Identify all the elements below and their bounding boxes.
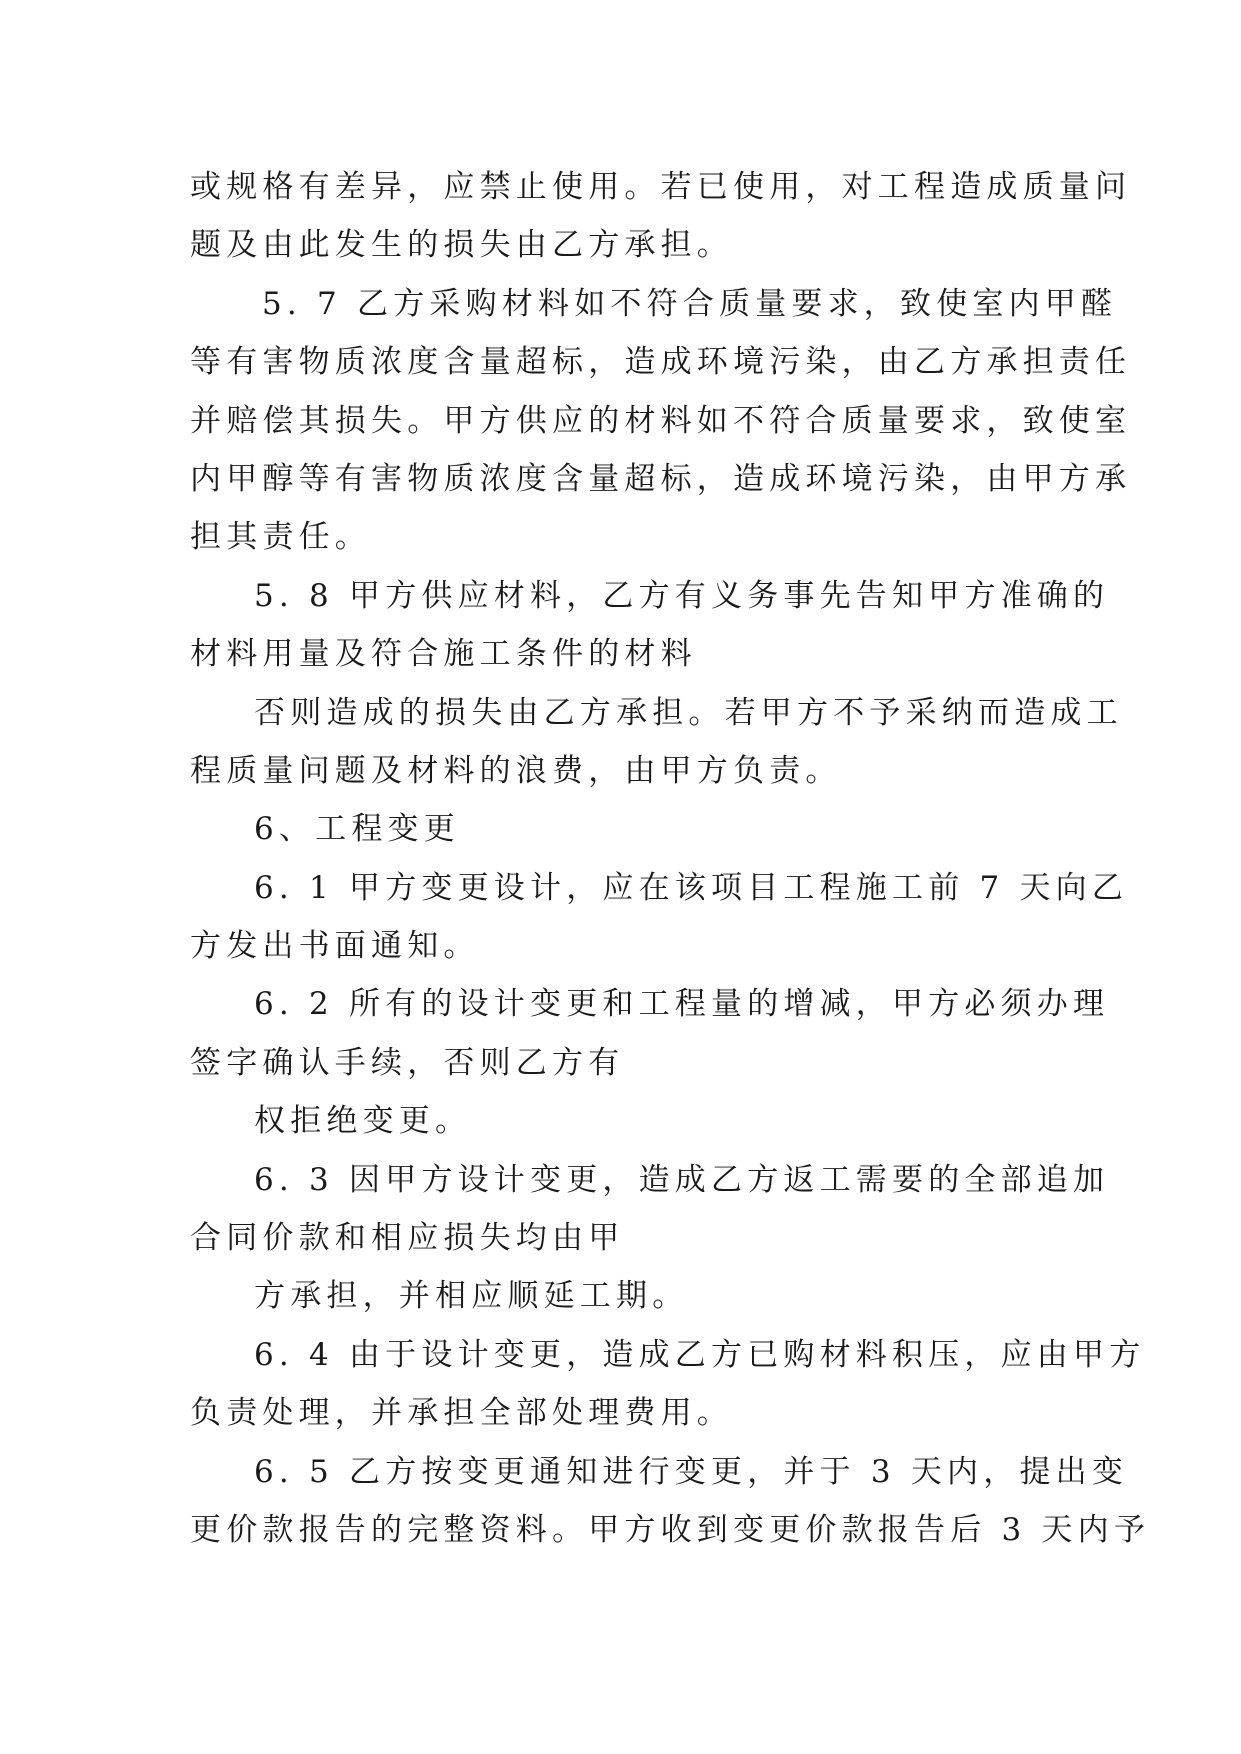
clause-6-5: 6. 5 乙方按变更通知进行变更，并于 3 天内，提出变: [254, 1453, 1129, 1490]
body-text: [190, 158, 1151, 1559]
clause-6-4: 6. 4 由于设计变更，造成乙方已购材料积压，应由甲方: [254, 1336, 1146, 1373]
clause-6-1: 6. 1 甲方变更设计，应在该项目工程施工前 7 天向乙: [254, 869, 1129, 906]
text-line: 更价款报告的完整资料。甲方收到变更价款报告后 3 天内予: [190, 1511, 1151, 1548]
section-heading-6: 6、工程变更: [254, 811, 460, 848]
clause-6-2: 6. 2 所有的设计变更和工程量的增减，甲方必须办理: [254, 986, 1110, 1023]
text-line: 负责处理，并承担全部处理费用。: [190, 1395, 733, 1432]
text-line: 等有害物质浓度含量超标，造成环境污染，由乙方承担责任: [190, 344, 1132, 381]
text-line: 权拒绝变更。: [254, 1103, 472, 1140]
text-line: 材料用量及符合施工条件的材料: [190, 636, 697, 673]
text-line: 并赔偿其损失。甲方供应的材料如不符合质量要求，致使室: [190, 402, 1132, 439]
text-line: 签字确认手续，否则乙方有: [190, 1044, 625, 1081]
text-line: 方发出书面通知。: [190, 928, 480, 965]
text-line: 题及由此发生的损失由乙方承担。: [190, 227, 733, 264]
text-line: 否则造成的损失由乙方承担。若甲方不予采纳而造成工: [254, 694, 1123, 731]
text-line: 方承担，并相应顺延工期。: [254, 1278, 689, 1315]
text-line: 程质量问题及材料的浪费，由甲方负责。: [190, 752, 842, 789]
clause-6-3: 6. 3 因甲方设计变更，造成乙方返工需要的全部追加: [254, 1161, 1110, 1198]
text-line: 合同价款和相应损失均由甲: [190, 1220, 625, 1257]
clause-5-8: 5. 8 甲方供应材料，乙方有义务事先告知甲方准确的: [254, 577, 1110, 614]
text-line: 内甲醇等有害物质浓度含量超标，造成环境污染，由甲方承: [190, 460, 1132, 497]
clause-5-7: 5. 7 乙方采购材料如不符合质量要求，致使室内甲醛: [262, 285, 1118, 322]
text-line: 或规格有差异，应禁止使用。若已使用，对工程造成质量问: [190, 169, 1132, 205]
text-line: 担其责任。: [190, 519, 371, 556]
